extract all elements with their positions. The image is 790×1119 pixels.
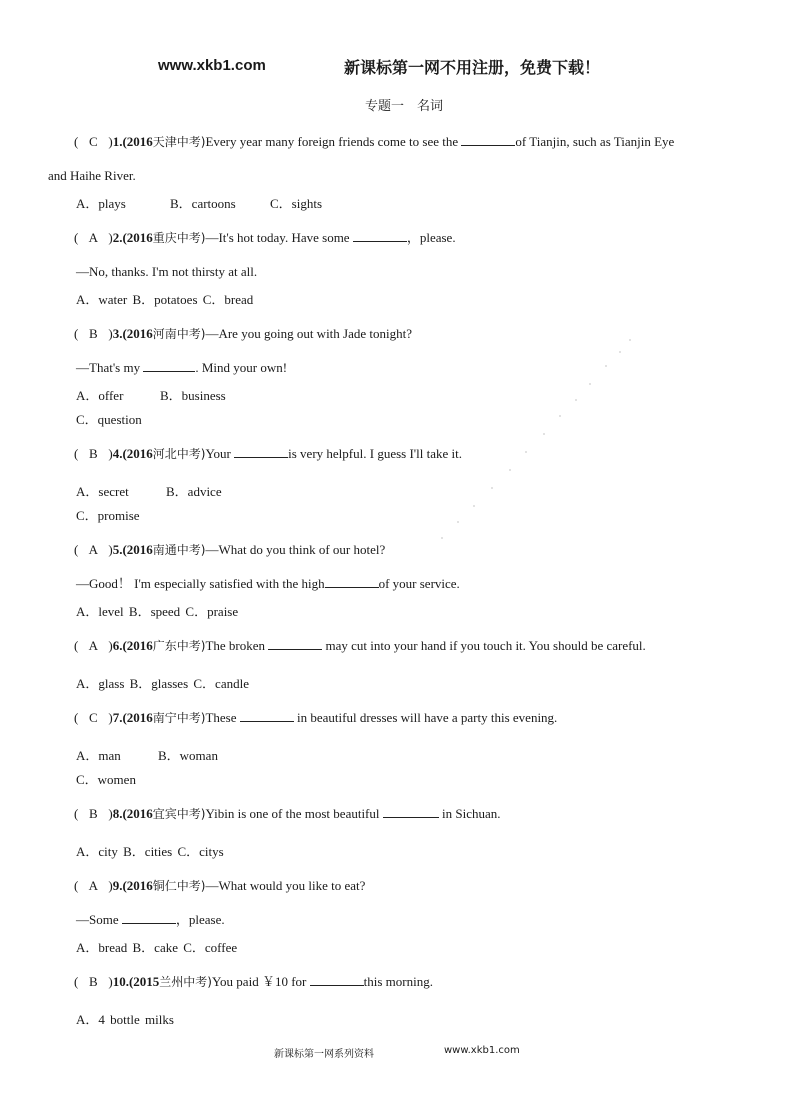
answer-blank bbox=[240, 710, 294, 722]
option: C．sights bbox=[270, 196, 323, 211]
question-1: ( C )1.(2016天津中考)Every year many foreign friends come to see the of Tianjin, such as Tianjin Eye bbox=[74, 134, 675, 149]
answer-blank bbox=[310, 974, 364, 986]
question-text-after: in beautiful dresses will have a party this evening. bbox=[293, 710, 558, 725]
answer-blank bbox=[353, 230, 407, 242]
question-text-after: in Sichuan. bbox=[438, 806, 501, 821]
option: A．city B．cities C．citys bbox=[76, 844, 224, 859]
question-number: 8. bbox=[112, 806, 123, 821]
question-text: Yibin is one of the most beautiful bbox=[205, 806, 383, 821]
exam-source: 南宁中考) bbox=[152, 711, 206, 725]
question-text: —What do you think of our hotel? bbox=[205, 542, 386, 557]
exam-source: 天津中考) bbox=[152, 135, 206, 149]
question-text: —Are you going out with Jade tonight? bbox=[205, 326, 412, 341]
answer: C bbox=[89, 134, 98, 149]
answer-blank bbox=[461, 134, 515, 146]
answer: B bbox=[89, 806, 98, 821]
question-10: ( B )10.(2015兰州中考)You paid ￥10 for this morning. bbox=[74, 974, 433, 989]
exam-year: (2016 bbox=[122, 134, 153, 149]
answer: A bbox=[88, 878, 99, 893]
option: A．4 bottle milks bbox=[76, 1012, 174, 1027]
question-number: 2. bbox=[112, 230, 123, 245]
question-text-after: may cut into your hand if you touch it. You should be careful. bbox=[322, 638, 646, 653]
reply-line bbox=[76, 576, 460, 592]
exam-year: (2016 bbox=[122, 878, 153, 893]
question-7: ( C )7.(2016南宁中考)These in beautiful dresses will have a party this evening. bbox=[74, 710, 558, 725]
exam-year: (2016 bbox=[122, 230, 153, 245]
option: A．plays bbox=[76, 196, 126, 211]
exam-year: (2015 bbox=[128, 974, 160, 989]
watermark-decoration bbox=[430, 330, 650, 550]
footer-url[interactable]: www.xkb1.com bbox=[444, 1045, 520, 1056]
exam-source: 河北中考) bbox=[152, 447, 206, 461]
question-number: 10. bbox=[112, 974, 129, 989]
answer-blank bbox=[122, 912, 176, 924]
question-number: 4. bbox=[112, 446, 123, 461]
reply-line: —No, thanks. I'm not thirsty at all. bbox=[76, 264, 258, 279]
exam-year: (2016 bbox=[122, 446, 153, 461]
answer: C bbox=[89, 710, 98, 725]
option: B．woman bbox=[158, 748, 218, 763]
option: C．question bbox=[76, 412, 142, 427]
option: A．glass B．glasses C．candle bbox=[76, 676, 249, 691]
exam-year: (2016 bbox=[122, 638, 153, 653]
reply-text-after: . Mind your own! bbox=[195, 360, 288, 375]
option: A．water B．potatoes C．bread bbox=[76, 292, 254, 307]
option: B．business bbox=[160, 388, 226, 403]
question-2: ( A )2.(2016重庆中考)—It's hot today. Have some ，please. bbox=[74, 230, 456, 245]
option: C．promise bbox=[76, 508, 140, 523]
answer-blank bbox=[234, 446, 288, 458]
question-text: Your bbox=[205, 446, 235, 461]
option: B．advice bbox=[166, 484, 222, 499]
exam-year: (2016 bbox=[122, 806, 153, 821]
question-text-after: is very helpful. I guess I'll take it. bbox=[288, 446, 462, 461]
option: A．man bbox=[76, 748, 121, 763]
answer: A bbox=[88, 542, 99, 557]
option: A．bread B．cake C．coffee bbox=[76, 940, 238, 955]
question-6: ( A )6.(2016广东中考)The broken may cut into your hand if you touch it. You should be careful. bbox=[74, 638, 646, 653]
exam-source: 铜仁中考) bbox=[152, 879, 206, 893]
page-title: 专题一 名词 bbox=[365, 99, 444, 114]
exam-source: 广东中考) bbox=[152, 639, 206, 653]
reply-line bbox=[76, 360, 287, 376]
exam-source: 重庆中考) bbox=[152, 231, 206, 245]
option: B．cartoons bbox=[170, 196, 236, 211]
question-number: 9. bbox=[112, 878, 123, 893]
footer-text: 新课标第一网系列资料 bbox=[274, 1049, 374, 1060]
option: A．secret bbox=[76, 484, 129, 499]
question-number: 6. bbox=[112, 638, 123, 653]
exam-source: 宜宾中考) bbox=[152, 807, 206, 821]
reply-text-after: ，please. bbox=[175, 912, 225, 927]
question-9: ( A )9.(2016铜仁中考)—What would you like to eat? bbox=[74, 878, 366, 893]
header-slogan: 新课标第一网不用注册，免费下载！ bbox=[344, 58, 601, 77]
answer-blank bbox=[268, 638, 322, 650]
answer: A bbox=[88, 230, 99, 245]
reply-line bbox=[76, 912, 225, 928]
question-number: 5. bbox=[112, 542, 123, 557]
exam-year: (2016 bbox=[122, 710, 153, 725]
question-text: You paid ￥10 for bbox=[211, 974, 310, 989]
question-number: 7. bbox=[112, 710, 123, 725]
answer: B bbox=[89, 974, 98, 989]
question-5: ( A )5.(2016南通中考)—What do you think of our hotel? bbox=[74, 542, 386, 557]
question-text: —It's hot today. Have some bbox=[205, 230, 353, 245]
question-text-after: this morning. bbox=[363, 974, 433, 989]
exam-year: (2016 bbox=[122, 542, 153, 557]
answer: A bbox=[88, 638, 99, 653]
exam-source: 南通中考) bbox=[152, 543, 206, 557]
answer-blank bbox=[143, 360, 195, 372]
question-text: Every year many foreign friends come to see the bbox=[205, 134, 462, 149]
question-number: 3. bbox=[112, 326, 123, 341]
reply-text: —Good！ I'm especially satisfied with the high bbox=[76, 576, 325, 591]
option: A．level B．speed C．praise bbox=[76, 604, 239, 619]
answer: B bbox=[89, 326, 98, 341]
option: C．women bbox=[76, 772, 136, 787]
question-8: ( B )8.(2016宜宾中考)Yibin is one of the most beautiful in Sichuan. bbox=[74, 806, 501, 821]
question-text: —What would you like to eat? bbox=[205, 878, 366, 893]
question-continuation: and Haihe River. bbox=[48, 168, 136, 183]
question-4: ( B )4.(2016河北中考)Your is very helpful. I guess I'll take it. bbox=[74, 446, 462, 461]
question-3: ( B )3.(2016河南中考)—Are you going out with Jade tonight? bbox=[74, 326, 412, 341]
answer: B bbox=[89, 446, 98, 461]
site-url[interactable]: www.xkb1.com bbox=[158, 57, 266, 74]
reply-text: —That's my bbox=[76, 360, 144, 375]
reply-text-after: of your service. bbox=[378, 576, 460, 591]
reply-text: —Some bbox=[76, 912, 122, 927]
answer-blank bbox=[383, 806, 439, 818]
option: A．offer bbox=[76, 388, 124, 403]
exam-source: 河南中考) bbox=[152, 327, 206, 341]
exam-source: 兰州中考) bbox=[159, 975, 212, 989]
question-text: The broken bbox=[205, 638, 269, 653]
exam-year: (2016 bbox=[122, 326, 153, 341]
question-text: These bbox=[205, 710, 240, 725]
question-text-after: ，please. bbox=[406, 230, 456, 245]
question-text-after: of Tianjin, such as Tianjin Eye bbox=[515, 134, 675, 149]
answer-blank bbox=[325, 576, 379, 588]
question-number: 1. bbox=[112, 134, 123, 149]
